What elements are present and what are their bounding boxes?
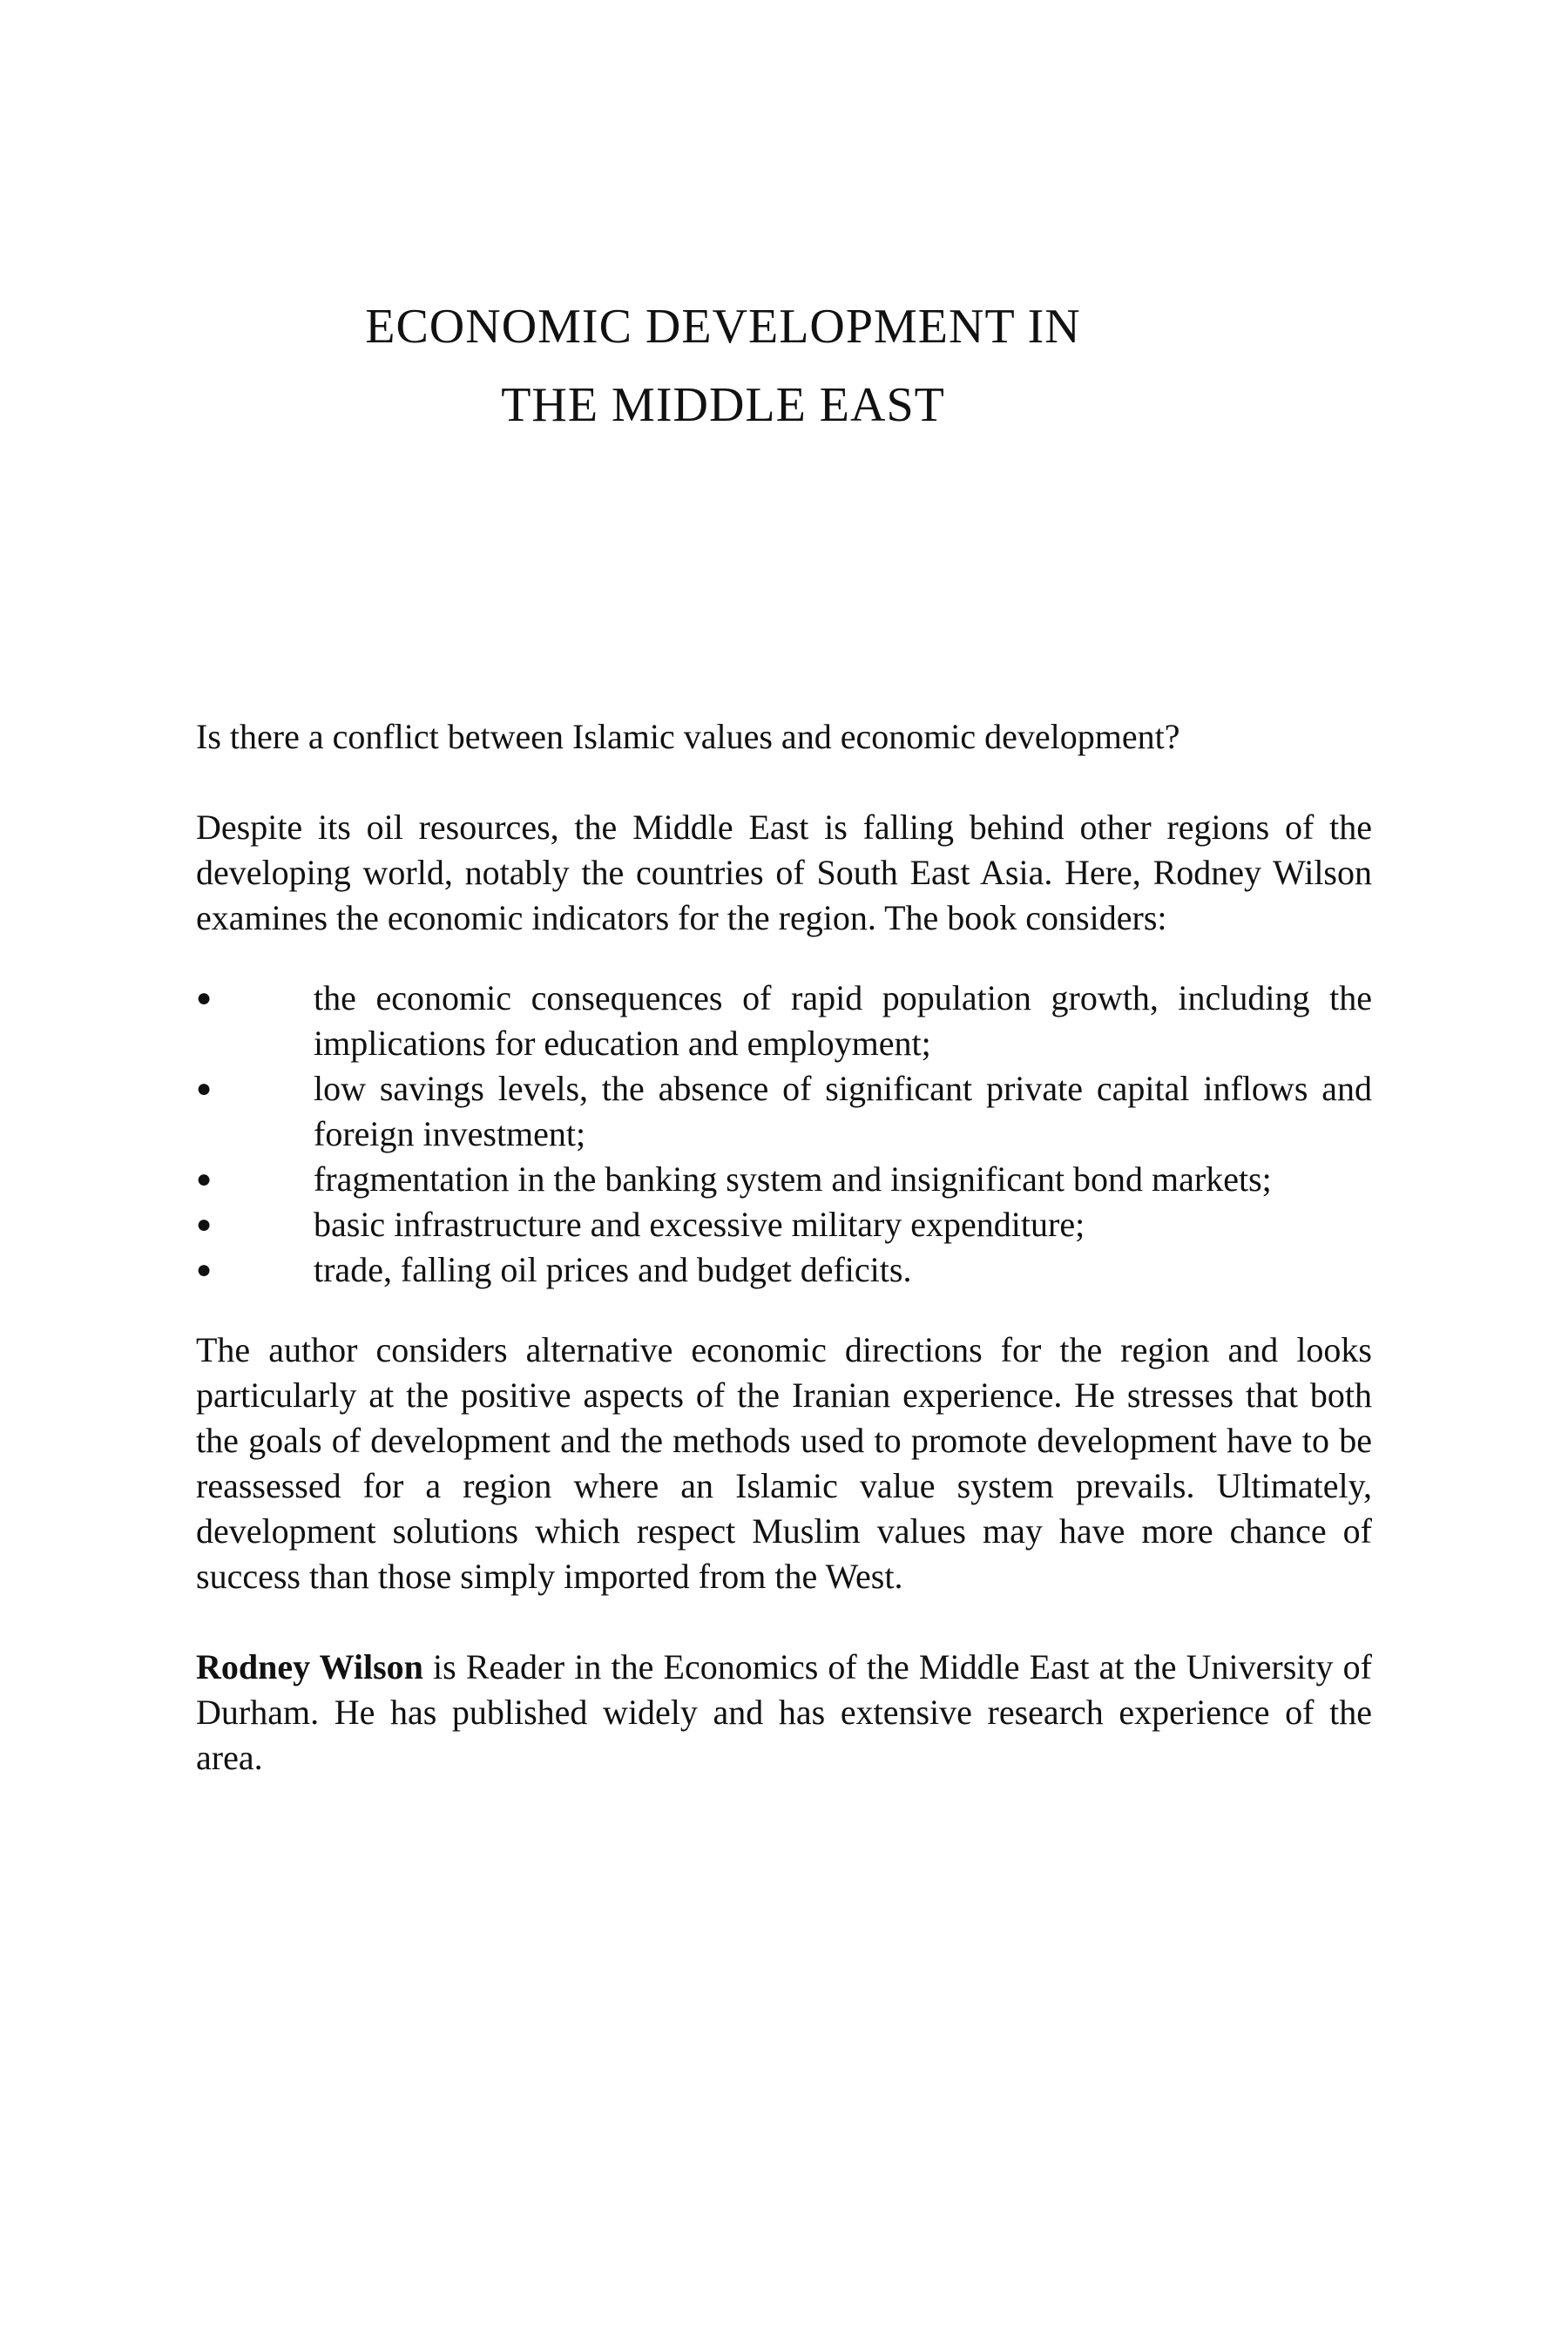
title-line-2: THE MIDDLE EAST: [501, 378, 945, 432]
bullet-icon: ●: [196, 1074, 213, 1103]
bullet-icon: ●: [196, 983, 213, 1012]
bullet-icon: ●: [196, 1255, 213, 1284]
opening-question: Is there a conflict between Islamic values and economic development?: [196, 717, 1180, 756]
list-item-text: trade, falling oil prices and budget deficits.: [314, 1250, 912, 1289]
list-item-text: low savings levels, the absence of significant private capital inflows and foreign investment;: [314, 1069, 1372, 1153]
book-title: [0, 287, 1446, 444]
author-bio-text: is Reader in the Economics of the Middle East at the University of Durham. He has published widely and has extensive research experience of the area.: [196, 1647, 1372, 1777]
author-bio: [196, 1645, 1372, 1781]
blurb: [196, 714, 1372, 1781]
bullet-icon: ●: [196, 1165, 213, 1193]
title-line-1: ECONOMIC DEVELOPMENT IN: [365, 300, 1081, 354]
list-item-text: fragmentation in the banking system and insignificant bond markets;: [314, 1159, 1272, 1199]
topics-list: [196, 976, 1372, 1293]
list-item: [196, 976, 1372, 1066]
author-name: Rodney Wilson: [196, 1647, 423, 1686]
list-item: [196, 1066, 1372, 1157]
outro-paragraph: The author considers alternative economic directions for the region and looks particularly at the positive aspects of the Iranian experience. He stresses that both the goals of development and the methods used to promote development have to be reassessed for a region where an Islamic value system prevails. Ultimately, development solutions which respect Muslim values may have more chance of success than those simply imported from the West.: [196, 1330, 1372, 1596]
list-item-text: basic infrastructure and excessive military expenditure;: [314, 1205, 1085, 1244]
list-item: [196, 1157, 1372, 1202]
list-item: [196, 1247, 1372, 1293]
list-item-text: the economic consequences of rapid population growth, including the implications for education and employment;: [314, 978, 1372, 1063]
list-item: [196, 1202, 1372, 1247]
intro-paragraph: Despite its oil resources, the Middle East is falling behind other regions of the developing world, notably the countries of South East Asia. Here, Rodney Wilson examines the economic indicators for the region. The book considers:: [196, 808, 1372, 937]
bullet-icon: ●: [196, 1210, 213, 1239]
